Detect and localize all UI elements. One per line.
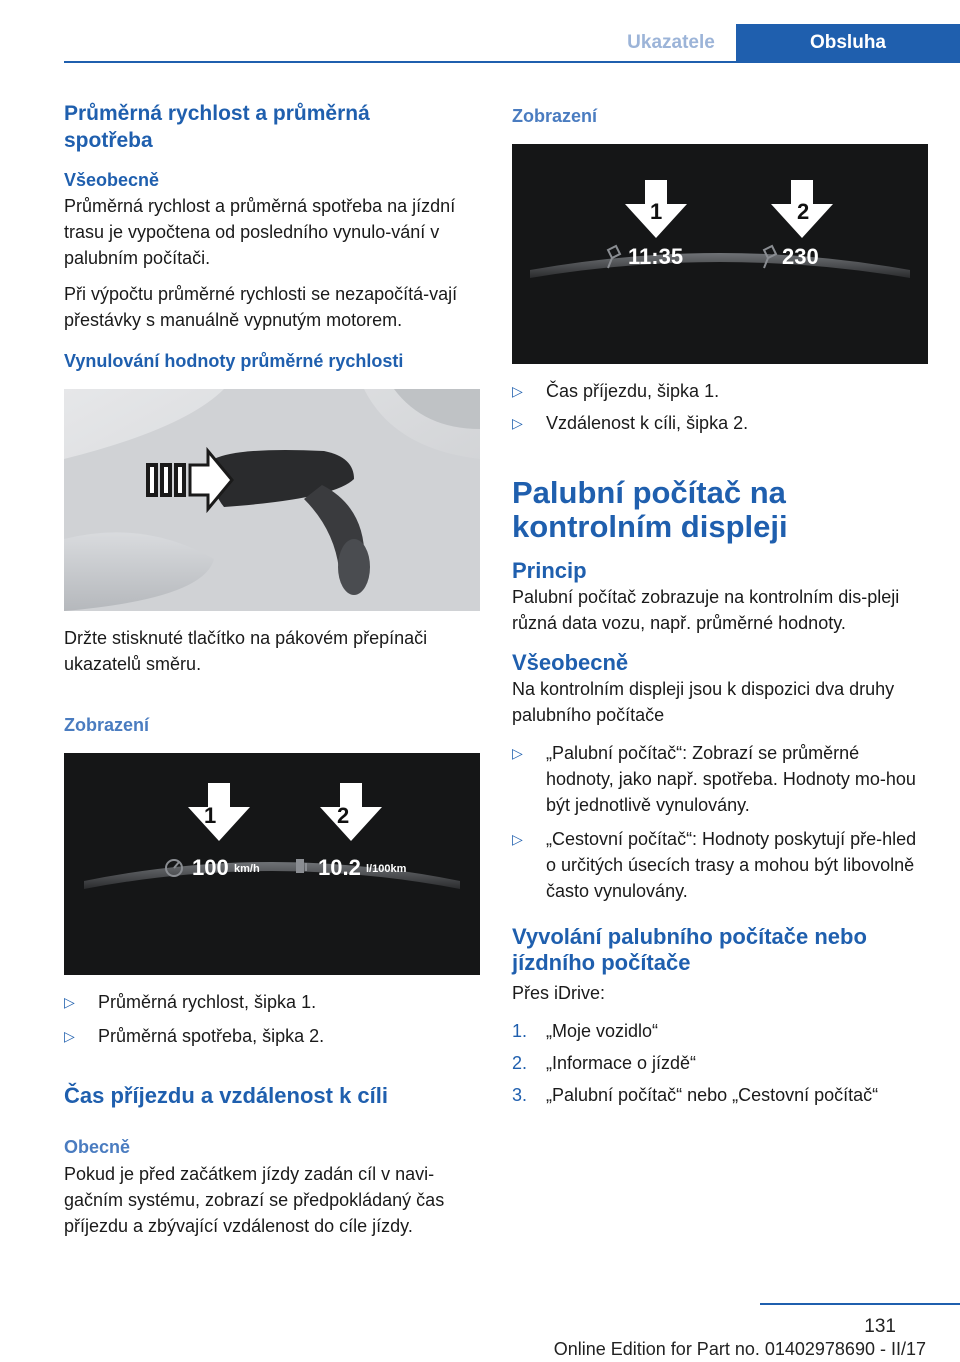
display-glow bbox=[64, 753, 480, 975]
arrow-2-label: 2 bbox=[797, 199, 810, 224]
arrow-down-icon bbox=[320, 783, 382, 841]
bullet-icon: ▷ bbox=[64, 1028, 75, 1044]
tab-ukazatele[interactable]: Ukazatele bbox=[606, 24, 736, 62]
speed-value: 100 bbox=[192, 855, 229, 880]
step-number: 2. bbox=[512, 1053, 528, 1073]
left-column bbox=[64, 100, 480, 1239]
distance-value: 230 bbox=[782, 244, 819, 269]
list-item bbox=[64, 989, 480, 1015]
bullet-icon: ▷ bbox=[512, 383, 523, 399]
header-rule bbox=[64, 61, 960, 63]
paragraph-hold-button: Držte stisknuté tlačítko na pákovém přepínači ukazatelů směru. bbox=[64, 628, 428, 674]
arrival-time: 11:35 bbox=[628, 244, 684, 269]
list-item bbox=[512, 378, 928, 404]
heading-display-2: Zobrazení bbox=[512, 106, 598, 126]
edition-text: Online Edition for Part no. 01402978690 - II/17 bbox=[553, 1339, 926, 1359]
list-item-text: Čas příjezdu, šipka 1. bbox=[546, 381, 720, 401]
footer-rule bbox=[760, 1303, 960, 1305]
arrow-1-label: 1 bbox=[204, 803, 217, 828]
list-average bbox=[64, 989, 480, 1049]
step-number: 3. bbox=[512, 1085, 528, 1105]
list-item bbox=[512, 740, 928, 818]
figure-turn-signal-lever bbox=[64, 389, 480, 611]
paragraph-average-calc: Průměrná rychlost a průměrná spotřeba na jízdní trasu je vypočtena od posledního vynulo-vání v palubním počítači. bbox=[64, 196, 456, 268]
bullet-icon: ▷ bbox=[512, 415, 523, 431]
heading-reset-speed: Vynulování hodnoty průměrné rychlosti bbox=[64, 351, 404, 371]
figure-display-arrival bbox=[512, 144, 928, 364]
list-item bbox=[512, 410, 928, 436]
bullet-icon: ▷ bbox=[512, 745, 523, 761]
paragraph-two-types: Na kontrolním displeji jsou k dispozici dva druhy palubního počítače bbox=[512, 679, 895, 725]
arrow-down-icon bbox=[188, 783, 250, 841]
page-number: 131 bbox=[864, 1316, 896, 1337]
bullet-icon: ▷ bbox=[512, 831, 523, 847]
list-item-text: Průměrná rychlost, šipka 1. bbox=[98, 992, 317, 1012]
list-item-text: „Cestovní počítač“: Hodnoty poskytují pře-hled o určitých úsecích trasy a mohou být libovolně často vynulovány. bbox=[546, 829, 917, 901]
list-item bbox=[512, 1018, 928, 1044]
heading-general-2: Obecně bbox=[64, 1137, 131, 1157]
paragraph-idrive: Přes iDrive: bbox=[512, 983, 606, 1003]
right-column bbox=[512, 100, 928, 1108]
heading-principle: Princip bbox=[512, 558, 587, 583]
arrow-1-label: 1 bbox=[650, 199, 663, 224]
consumption-unit: l/100km bbox=[366, 863, 407, 875]
consumption-value: 10.2 bbox=[318, 855, 361, 880]
tab-obsluha[interactable]: Obsluha bbox=[736, 24, 960, 62]
heading-arrival: Čas příjezdu a vzdálenost k cíli bbox=[64, 1083, 388, 1108]
list-item-text: Vzdálenost k cíli, šipka 2. bbox=[546, 413, 749, 433]
heading-average: Průměrná rychlost a průměrná spotřeba bbox=[64, 102, 370, 152]
arrow-2-label: 2 bbox=[337, 803, 350, 828]
fuel-pump-icon bbox=[296, 859, 307, 873]
heading-general-r: Všeobecně bbox=[512, 650, 629, 675]
heading-call-computer: Vyvolání palubního počítače nebo jízdního počítače bbox=[512, 924, 867, 975]
list-item-text: Průměrná spotřeba, šipka 2. bbox=[98, 1026, 325, 1046]
list-item-text: „Informace o jízdě“ bbox=[546, 1053, 697, 1073]
list-item-text: „Palubní počítač“ nebo „Cestovní počítač“ bbox=[546, 1085, 879, 1105]
list-arrival bbox=[512, 378, 928, 436]
list-item bbox=[512, 1050, 928, 1076]
heading-board-computer: Palubní počítač na kontrolním displeji bbox=[512, 475, 788, 544]
figure-display-average bbox=[64, 753, 480, 975]
bullet-icon: ▷ bbox=[64, 994, 75, 1010]
heading-display-1: Zobrazení bbox=[64, 715, 150, 735]
list-steps bbox=[512, 1018, 928, 1108]
step-number: 1. bbox=[512, 1021, 528, 1041]
heading-general: Všeobecně bbox=[64, 170, 160, 190]
list-item-text: „Palubní počítač“: Zobrazí se průměrné hodnoty, jako např. spotřeba. Hodnoty mo-hou být jednotlivě vynulovány. bbox=[546, 743, 916, 815]
list-item bbox=[64, 1023, 480, 1049]
paragraph-breaks: Při výpočtu průměrné rychlosti se nezapočítá-vají přestávky s manuálně vypnutým motorem. bbox=[64, 284, 458, 330]
list-computer-types bbox=[512, 740, 928, 904]
list-item bbox=[512, 826, 928, 904]
speed-unit: km/h bbox=[234, 863, 260, 875]
lever-illustration bbox=[64, 389, 480, 611]
list-item bbox=[512, 1082, 928, 1108]
display-glow bbox=[512, 144, 928, 364]
paragraph-navigation: Pokud je před začátkem jízdy zadán cíl v navi-gačním systému, zobrazí se předpokládaný čas příjezdu a zbývající vzdálenost do cíle jízdy. bbox=[64, 1164, 445, 1236]
list-item-text: „Moje vozidlo“ bbox=[546, 1021, 659, 1041]
paragraph-principle: Palubní počítač zobrazuje na kontrolním dis-pleji různá data vozu, např. průměrné hodnoty. bbox=[512, 587, 900, 633]
